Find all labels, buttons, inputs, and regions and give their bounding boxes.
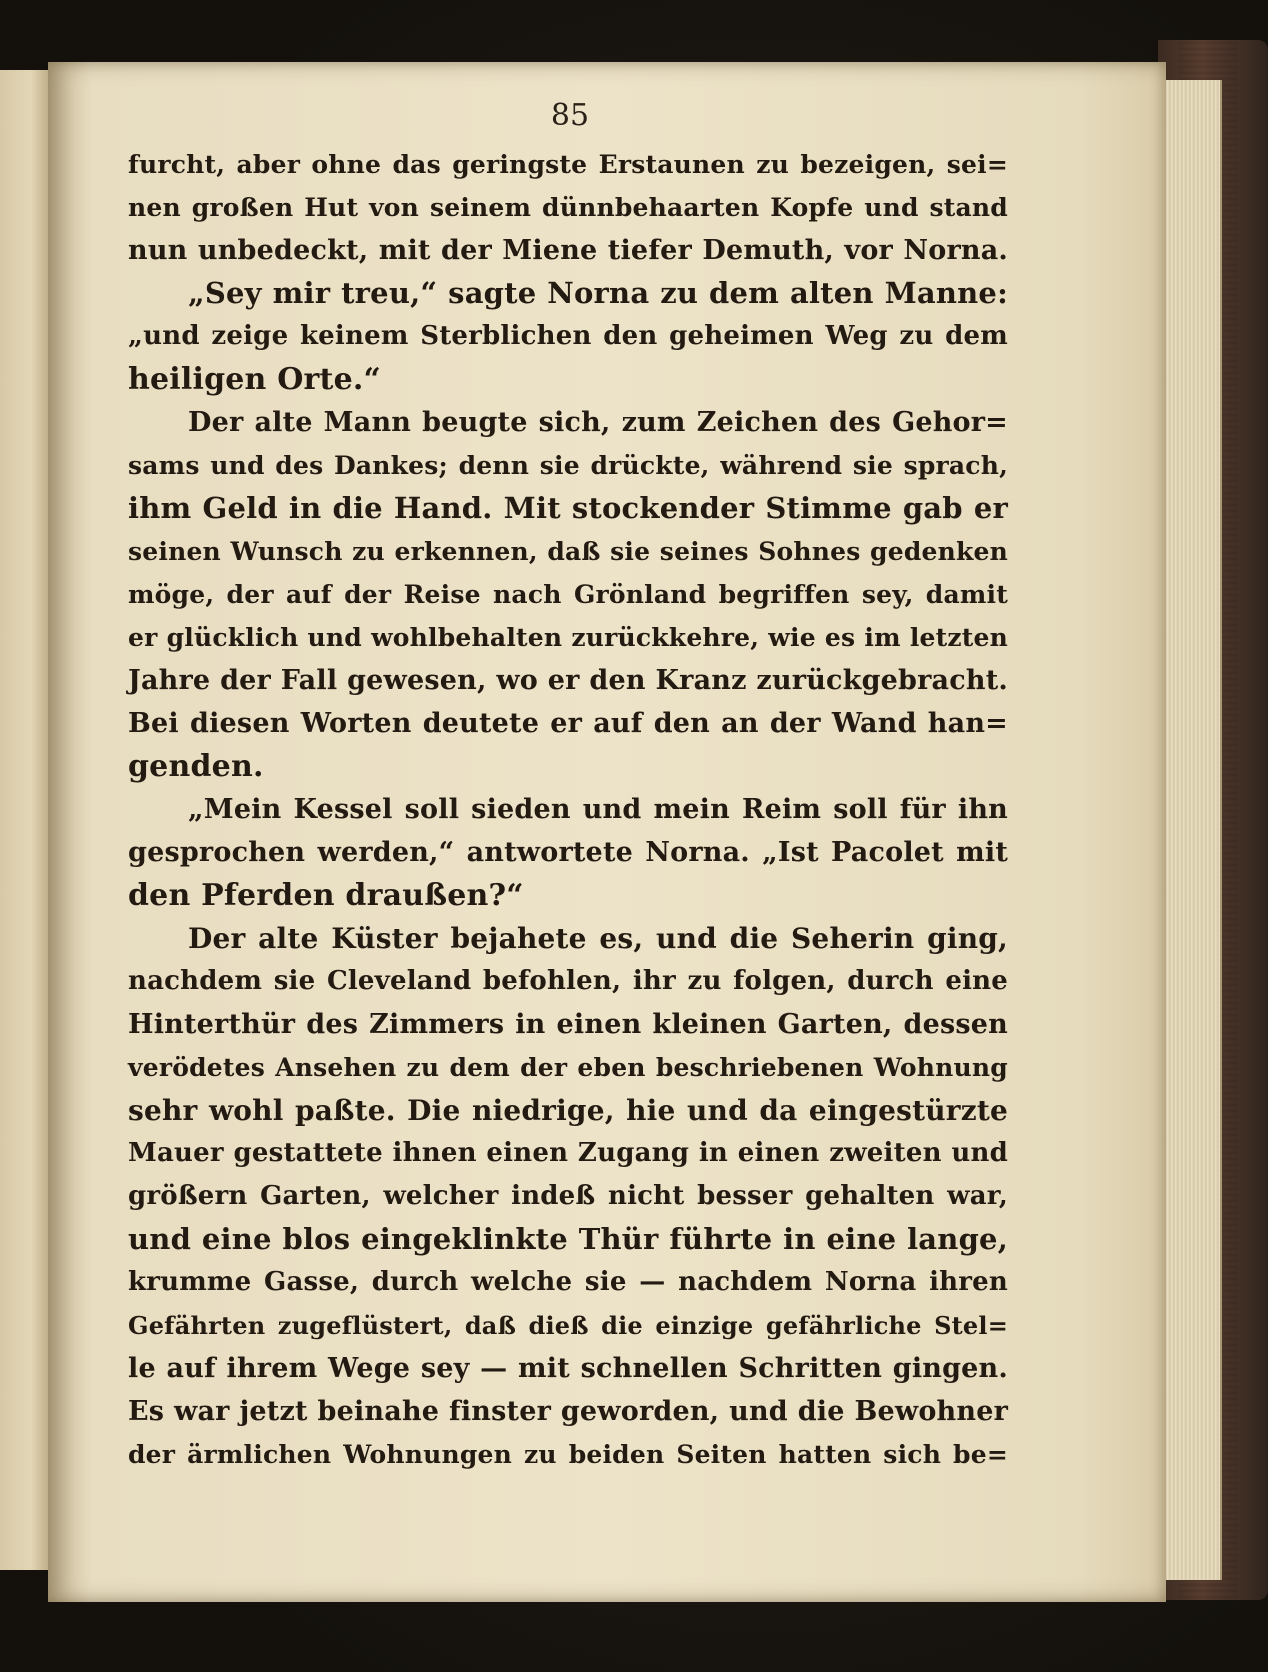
text-line: und eine blos eingeklinkte Thür führte in eine lange, [128, 1222, 1008, 1256]
text-line: den Pferden draußen?“ [128, 878, 524, 913]
text-line: gesprochen werden,“ antwortete Norna. „Ist Pacolet mit [128, 837, 1008, 868]
text-line: Mauer gestattete ihnen einen Zugang in einen zweiten und [128, 1138, 1008, 1168]
facing-page-edge [0, 70, 52, 1570]
text-line: verödetes Ansehen zu dem der eben beschriebenen Wohnung [128, 1053, 1008, 1082]
body-text [128, 143, 1008, 1476]
text-line: krumme Gasse, durch welche sie — nachdem Norna ihren [128, 1267, 1008, 1297]
text-line: ihm Geld in die Hand. Mit stockender Stimme gab er [128, 491, 1008, 525]
page-stack-edge [1160, 80, 1222, 1580]
text-line: heiligen Orte.“ [128, 362, 381, 397]
text-line: sams und des Dankes; denn sie drückte, während sie sprach, [128, 451, 1008, 480]
text-line: Es war jetzt beinahe finster geworden, und die Bewohner [128, 1396, 1008, 1427]
text-line: le auf ihrem Wege sey — mit schnellen Schritten gingen. [128, 1353, 1008, 1384]
text-line: Bei diesen Worten deutete er auf den an der Wand han= [128, 708, 1008, 739]
page-number: 85 [550, 98, 590, 133]
text-line: „Sey mir treu,“ sagte Norna zu dem alten Manne: [188, 276, 1008, 310]
text-line: sehr wohl paßte. Die niedrige, hie und da eingestürzte [128, 1094, 1008, 1127]
text-line: seinen Wunsch zu erkennen, daß sie seines Sohnes gedenken [128, 537, 1008, 566]
text-line: nun unbedeckt, mit der Miene tiefer Demuth, vor Norna. [128, 235, 1008, 266]
text-line: Der alte Mann beugte sich, zum Zeichen des Gehor= [188, 407, 1008, 438]
text-line: nachdem sie Cleveland befohlen, ihr zu folgen, durch eine [128, 966, 1008, 996]
text-line: Jahre der Fall gewesen, wo er den Kranz zurückgebracht. [128, 665, 1008, 696]
text-line: Hinterthür des Zimmers in einen kleinen Garten, dessen [128, 1009, 1008, 1040]
text-line: möge, der auf der Reise nach Grönland begriffen sey, damit [128, 580, 1008, 609]
text-line: furcht, aber ohne das geringste Erstaunen zu bezeigen, sei= [128, 150, 1008, 179]
text-line: Gefährten zugeflüstert, daß dieß die einzige gefährliche Stel= [128, 1311, 1008, 1340]
text-line: er glücklich und wohlbehalten zurückkehre, wie es im letzten [128, 623, 1008, 652]
text-line: genden. [128, 749, 264, 784]
text-line: „Mein Kessel soll sieden und mein Reim soll für ihn [188, 794, 1008, 825]
text-line: nen großen Hut von seinem dünnbehaarten Kopfe und stand [128, 193, 1008, 222]
text-line: „und zeige keinem Sterblichen den geheimen Weg zu dem [128, 321, 1008, 351]
text-line: Der alte Küster bejahete es, und die Seherin ging, [188, 922, 1008, 955]
text-line: der ärmlichen Wohnungen zu beiden Seiten hatten sich be= [128, 1440, 1008, 1469]
text-line: größern Garten, welcher indeß nicht besser gehalten war, [128, 1181, 1008, 1211]
